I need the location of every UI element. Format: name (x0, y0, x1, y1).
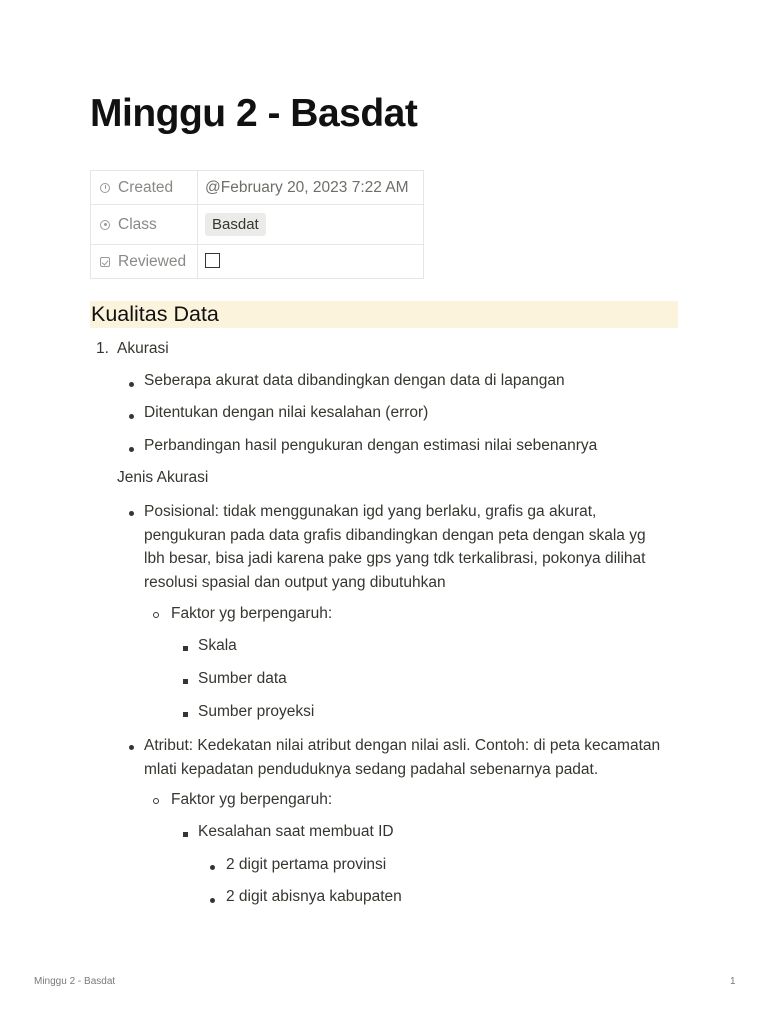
list-item-faktor: Faktor yg berpengaruh: (171, 791, 333, 808)
created-value[interactable]: @February 20, 2023 7:22 AM (198, 171, 424, 205)
posisional-line-1: Posisional: tidak menggunakan igd yang berlaku, grafis ga akurat, (144, 503, 597, 520)
bullet-icon (129, 511, 134, 516)
page-number: 1 (730, 976, 736, 987)
footer-title: Minggu 2 - Basdat (34, 976, 116, 987)
list-item: Skala (198, 637, 237, 654)
list-item: Kesalahan saat membuat ID (198, 823, 394, 840)
list-item-akurasi: Akurasi (117, 340, 169, 357)
class-label: Class (118, 215, 157, 233)
bullet-icon (210, 898, 215, 903)
square-bullet-icon (183, 712, 188, 717)
list-item: Seberapa akurat data dibandingkan dengan data di lapangan (144, 372, 565, 389)
list-item: Ditentukan dengan nilai kesalahan (error) (144, 404, 429, 421)
created-label: Created (118, 178, 174, 196)
list-item: 2 digit abisnya kabupaten (226, 888, 402, 905)
clock-icon (100, 183, 110, 193)
bullet-icon (129, 382, 134, 387)
property-created (91, 171, 424, 205)
properties-table (90, 170, 424, 279)
square-bullet-icon (183, 646, 188, 651)
class-tag[interactable]: Basdat (205, 213, 266, 236)
page-title: Minggu 2 - Basdat (90, 92, 418, 135)
bullet-icon (129, 447, 134, 452)
square-bullet-icon (183, 679, 188, 684)
posisional-line-3: lbh besar, bisa jadi karena pake gps yang tdk terkalibrasi, pokonya dilihat (144, 550, 646, 567)
list-item-posisional (144, 500, 684, 594)
posisional-line-4: resolusi spasial dan output yang dibutuhkan (144, 573, 446, 591)
reviewed-label: Reviewed (118, 252, 187, 270)
list-item: Perbandingan hasil pengukuran dengan estimasi nilai sebenanrya (144, 437, 598, 454)
bullet-icon (210, 865, 215, 870)
atribut-line-2: mlati kepadatan penduduknya sedang padahal sebenarnya padat. (144, 760, 599, 778)
list-item-faktor: Faktor yg berpengaruh: (171, 605, 333, 622)
section-heading: Kualitas Data (90, 301, 678, 328)
list-item: Sumber proyeksi (198, 703, 315, 720)
reviewed-checkbox[interactable] (205, 253, 220, 268)
circle-bullet-icon (153, 798, 159, 804)
list-item-atribut (144, 734, 684, 781)
square-bullet-icon (183, 832, 188, 837)
list-number: 1. (96, 340, 109, 357)
circle-bullet-icon (153, 612, 159, 618)
paragraph-jenis-akurasi: Jenis Akurasi (117, 469, 209, 486)
property-class (91, 205, 424, 245)
bullet-icon (129, 414, 134, 419)
property-reviewed-key (91, 245, 198, 279)
list-item: 2 digit pertama provinsi (226, 856, 387, 873)
property-created-key (91, 171, 198, 205)
posisional-line-2: pengukuran pada data grafis dibandingkan dengan peta dengan skala yg (144, 526, 646, 544)
property-reviewed (91, 245, 424, 279)
property-class-value (198, 205, 424, 245)
bullet-icon (129, 745, 134, 750)
property-class-key (91, 205, 198, 245)
atribut-line-1: Atribut: Kedekatan nilai atribut dengan nilai asli. Contoh: di peta kecamatan (144, 737, 661, 754)
select-icon (100, 220, 110, 230)
list-item: Sumber data (198, 670, 287, 687)
property-reviewed-value (198, 245, 424, 279)
checkbox-property-icon (100, 257, 110, 267)
